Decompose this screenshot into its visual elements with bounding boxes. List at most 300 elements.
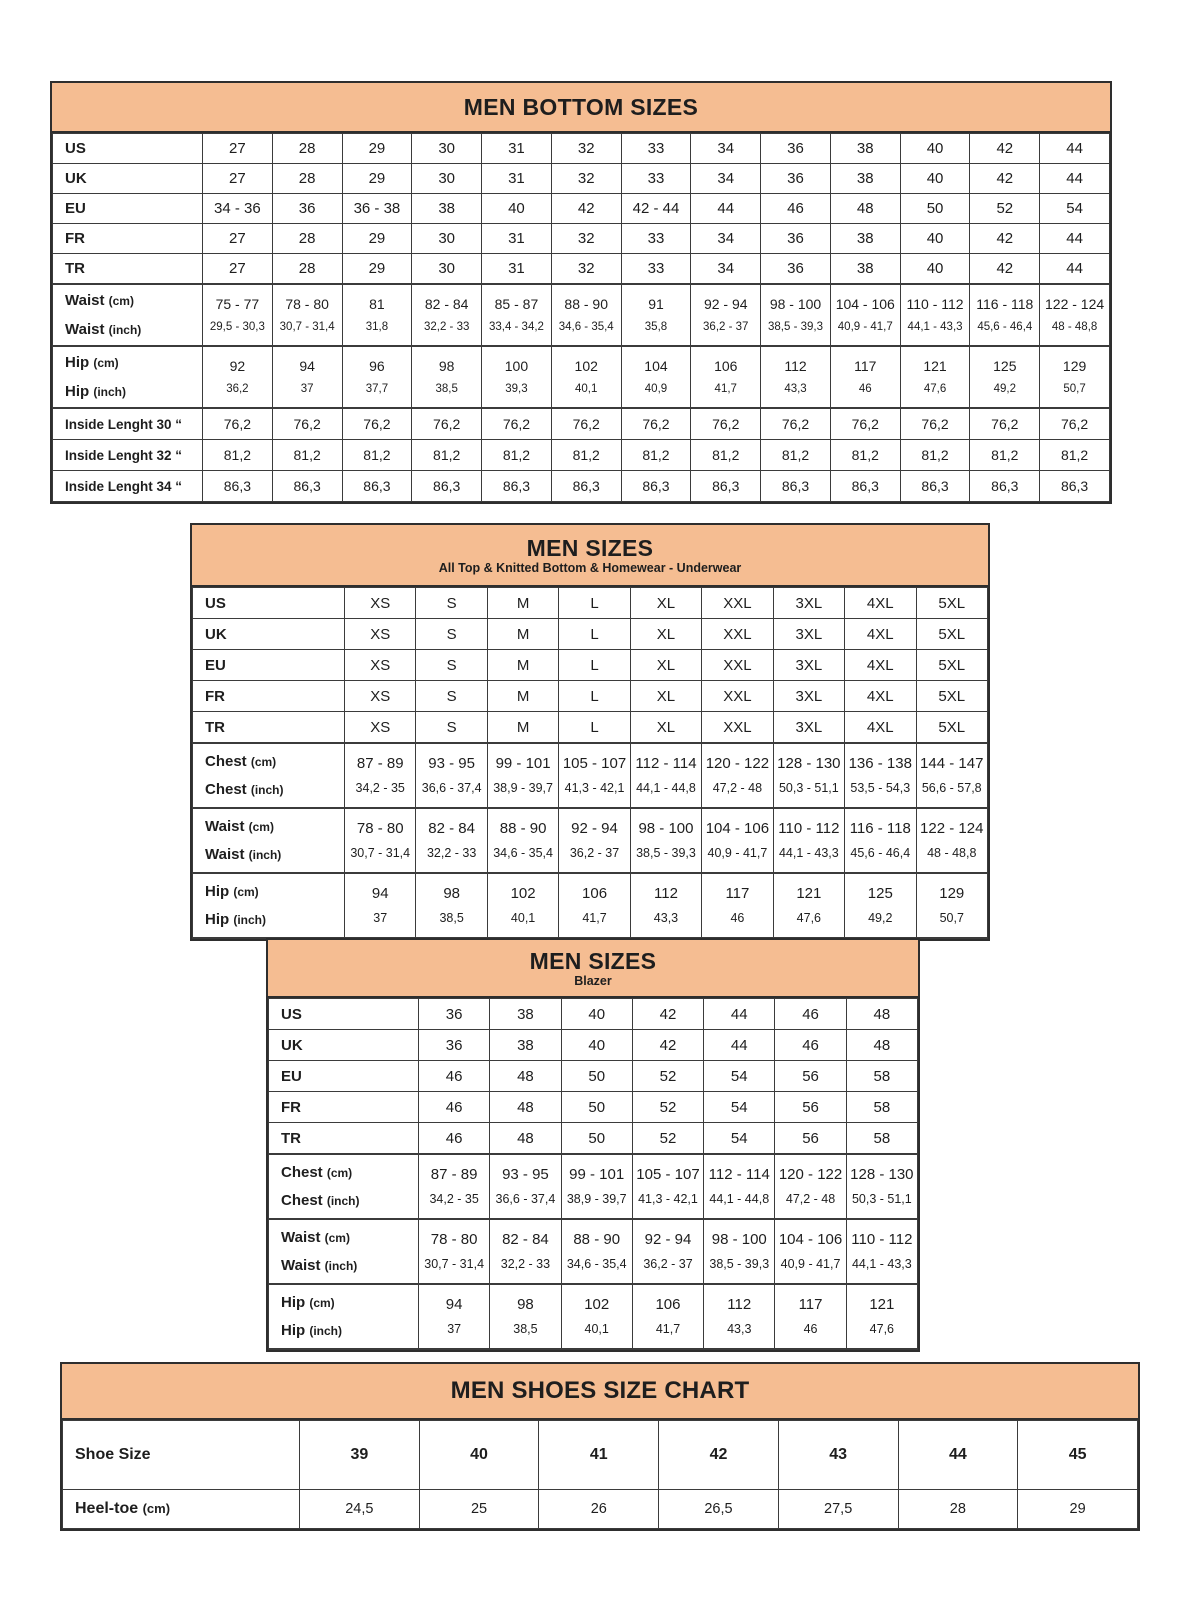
value-cell: 36 [419,999,490,1030]
value-cell: 42 - 44 [621,194,691,224]
row-label-cell [53,440,203,471]
value-cell: 48 [846,999,917,1030]
value-cell: S [416,681,487,712]
row-label: US [65,140,86,157]
row-label: Hip (inch) [65,382,127,400]
table-title: MEN SIZES [529,947,657,974]
value-cell: 86,3 [342,471,412,502]
row-label: UK [205,625,227,643]
value-cell: 86,3 [1040,471,1110,502]
value-cell: 136 - 138 53,5 - 54,3 [845,743,916,808]
value-cell: 40 [900,134,970,164]
value-cell: 122 - 124 48 - 48,8 [916,808,988,873]
value-cell: XXL [702,619,773,650]
value-cell: 58 [846,1061,917,1092]
value-cell: 28 [272,254,342,285]
row-label: Hip (cm) [205,883,259,900]
value-cell: 86,3 [761,471,831,502]
value-cell: 117 46 [775,1284,846,1349]
row-label: TR [281,1129,301,1147]
table-header [268,940,918,998]
value-cell: 54 [704,1061,775,1092]
value-cell: 76,2 [412,408,482,440]
value-cell: 41 [539,1421,659,1490]
value-cell: 45 [1018,1421,1138,1490]
value-cell: 31 [482,224,552,254]
value-cell: 116 - 118 45,6 - 46,4 [845,808,916,873]
row-label: Heel-toe (cm) [75,1500,171,1517]
value-cell: 92 - 94 36,2 - 37 [559,808,630,873]
value-cell: 29 [342,224,412,254]
table-row [63,1421,1138,1490]
table-row [193,650,988,681]
value-cell: 104 40,9 [621,346,691,408]
value-cell: 43 [778,1421,898,1490]
value-cell: 129 50,7 [1040,346,1110,408]
value-cell: 40 [900,254,970,285]
value-cell: 30 [412,164,482,194]
value-cell: 112 43,3 [704,1284,775,1349]
value-cell: 81,2 [900,440,970,471]
value-cell: XS [345,619,416,650]
value-cell: 40 [561,999,632,1030]
table-row [63,1490,1138,1529]
value-cell: 76,2 [1040,408,1110,440]
value-cell: 32 [551,224,621,254]
value-cell: 82 - 84 32,2 - 33 [490,1219,561,1284]
men-sizes-blazer-table [266,938,920,1352]
row-label-cell [53,346,203,408]
value-cell: 82 - 84 32,2 - 33 [412,284,482,346]
value-cell: 88 - 90 34,6 - 35,4 [487,808,558,873]
value-cell: 36 [761,134,831,164]
value-cell: 106 41,7 [691,346,761,408]
value-cell: 56 [775,1123,846,1155]
row-label: Chest (cm) [281,1164,353,1181]
value-cell: 116 - 118 45,6 - 46,4 [970,284,1040,346]
value-cell: 32 [551,134,621,164]
value-cell: 34 [691,224,761,254]
table-row [193,588,988,619]
value-cell: 4XL [845,588,916,619]
row-label-cell [53,194,203,224]
men-shoes-size-chart-table [60,1362,1140,1531]
value-cell: 92 - 94 36,2 - 37 [691,284,761,346]
row-label-cell [193,681,345,712]
value-cell: 4XL [845,650,916,681]
value-cell: 3XL [773,650,844,681]
value-cell: 40 [561,1030,632,1061]
row-label-cell [269,999,419,1030]
row-label-cell [63,1490,300,1529]
value-cell: 102 40,1 [551,346,621,408]
row-label: Waist (cm) [281,1229,350,1246]
table-row [53,164,1110,194]
table-header [192,525,988,587]
value-cell: 42 [970,134,1040,164]
table-row [269,1061,918,1092]
value-cell: 42 [632,1030,703,1061]
row-label-cell [53,164,203,194]
value-cell: 87 - 89 34,2 - 35 [345,743,416,808]
value-cell: 75 - 77 29,5 - 30,3 [203,284,273,346]
value-cell: L [559,619,630,650]
value-cell: 46 [419,1092,490,1123]
value-cell: 121 47,6 [773,873,844,938]
value-cell: 91 35,8 [621,284,691,346]
value-cell: 104 - 106 40,9 - 41,7 [830,284,900,346]
table-subtitle: All Top & Knitted Bottom & Homewear - Underwear [438,560,742,575]
value-cell: 30 [412,224,482,254]
size-grid [62,1420,1138,1529]
value-cell: 5XL [916,619,988,650]
row-label: Inside Lenght 30 “ [65,417,183,432]
value-cell: 98 38,5 [490,1284,561,1349]
row-label: TR [205,718,225,736]
value-cell: 38 [490,1030,561,1061]
value-cell: 122 - 124 48 - 48,8 [1040,284,1110,346]
row-label-cell [193,873,345,938]
table-title: MEN BOTTOM SIZES [463,93,699,120]
table-title: MEN SIZES [526,534,654,561]
value-cell: 46 [419,1061,490,1092]
value-cell: 96 37,7 [342,346,412,408]
value-cell: XXL [702,712,773,744]
table-row [193,619,988,650]
value-cell: 98 38,5 [416,873,487,938]
value-cell: 76,2 [203,408,273,440]
men-bottom-sizes-table [50,81,1112,504]
value-cell: 81,2 [830,440,900,471]
value-cell: M [487,712,558,744]
value-cell: 50 [561,1061,632,1092]
value-cell: 36 - 38 [342,194,412,224]
table-row [53,471,1110,502]
value-cell: 81,2 [551,440,621,471]
value-cell: 32 [551,164,621,194]
row-label: Hip (inch) [205,911,267,928]
table-row [269,1284,918,1349]
value-cell: 86,3 [621,471,691,502]
table-row [53,134,1110,164]
value-cell: 3XL [773,712,844,744]
row-label: EU [65,200,86,217]
value-cell: 58 [846,1123,917,1155]
value-cell: 38 [830,254,900,285]
row-label-cell [269,1030,419,1061]
value-cell: 85 - 87 33,4 - 34,2 [482,284,552,346]
value-cell: 40 [900,164,970,194]
value-cell: 98 38,5 [412,346,482,408]
value-cell: 28 [272,164,342,194]
value-cell: 26,5 [659,1490,779,1529]
table-row [269,1123,918,1155]
value-cell: 102 40,1 [487,873,558,938]
value-cell: 76,2 [900,408,970,440]
value-cell: 81,2 [691,440,761,471]
value-cell: 30 [412,254,482,285]
value-cell: 38 [830,134,900,164]
value-cell: 88 - 90 34,6 - 35,4 [551,284,621,346]
value-cell: 76,2 [761,408,831,440]
value-cell: 104 - 106 40,9 - 41,7 [702,808,773,873]
value-cell: 29 [342,254,412,285]
table-header [52,83,1110,133]
table-row [269,1154,918,1219]
value-cell: XL [630,712,701,744]
value-cell: 94 37 [272,346,342,408]
value-cell: 144 - 147 56,6 - 57,8 [916,743,988,808]
value-cell: L [559,650,630,681]
value-cell: 38 [830,224,900,254]
value-cell: L [559,588,630,619]
value-cell: 105 - 107 41,3 - 42,1 [632,1154,703,1219]
value-cell: 33 [621,164,691,194]
table-row [193,681,988,712]
value-cell: 82 - 84 32,2 - 33 [416,808,487,873]
row-label: Hip (cm) [281,1294,335,1311]
value-cell: S [416,619,487,650]
row-label: Hip (inch) [281,1322,343,1339]
value-cell: 58 [846,1092,917,1123]
row-label-cell [193,650,345,681]
table-header [62,1364,1138,1420]
value-cell: L [559,712,630,744]
value-cell: 3XL [773,619,844,650]
row-label: Inside Lenght 34 “ [65,479,183,494]
value-cell: 48 [490,1123,561,1155]
value-cell: 27 [203,134,273,164]
value-cell: 5XL [916,681,988,712]
value-cell: 40 [482,194,552,224]
size-grid [268,998,918,1350]
value-cell: 42 [970,224,1040,254]
value-cell: 121 47,6 [900,346,970,408]
value-cell: 36 [761,164,831,194]
table-row [53,346,1110,408]
value-cell: 104 - 106 40,9 - 41,7 [775,1219,846,1284]
value-cell: 52 [632,1061,703,1092]
value-cell: 110 - 112 44,1 - 43,3 [773,808,844,873]
table-row [193,712,988,744]
row-label-cell [269,1154,419,1219]
value-cell: 106 41,7 [632,1284,703,1349]
value-cell: 44 [704,999,775,1030]
row-label: Inside Lenght 32 “ [65,448,183,463]
value-cell: 3XL [773,588,844,619]
value-cell: 99 - 101 38,9 - 39,7 [487,743,558,808]
size-grid [192,587,988,939]
row-label-cell [53,471,203,502]
row-label: Shoe Size [75,1446,151,1463]
value-cell: 40 [419,1421,539,1490]
value-cell: 38 [830,164,900,194]
row-label: Chest (cm) [205,753,277,770]
value-cell: 86,3 [830,471,900,502]
value-cell: 48 [490,1061,561,1092]
value-cell: 86,3 [203,471,273,502]
value-cell: 27 [203,164,273,194]
value-cell: 125 49,2 [970,346,1040,408]
value-cell: 36 [272,194,342,224]
value-cell: 36 [761,224,831,254]
value-cell: 99 - 101 38,9 - 39,7 [561,1154,632,1219]
value-cell: 4XL [845,681,916,712]
row-label: Waist (inch) [281,1257,358,1274]
value-cell: M [487,588,558,619]
table-row [53,254,1110,285]
value-cell: 121 47,6 [846,1284,917,1349]
value-cell: M [487,650,558,681]
value-cell: 112 - 114 44,1 - 44,8 [704,1154,775,1219]
value-cell: XS [345,588,416,619]
value-cell: 98 - 100 38,5 - 39,3 [630,808,701,873]
value-cell: 112 - 114 44,1 - 44,8 [630,743,701,808]
value-cell: 81,2 [272,440,342,471]
value-cell: 48 [490,1092,561,1123]
table-row [53,440,1110,471]
row-label: UK [65,170,87,187]
row-label: EU [205,656,226,674]
row-label: Waist (cm) [65,291,134,309]
value-cell: 86,3 [272,471,342,502]
value-cell: 26 [539,1490,659,1529]
table-row [53,194,1110,224]
value-cell: 128 - 130 50,3 - 51,1 [773,743,844,808]
value-cell: 52 [970,194,1040,224]
value-cell: 27,5 [778,1490,898,1529]
value-cell: 44 [1040,164,1110,194]
value-cell: 44 [704,1030,775,1061]
value-cell: 81,2 [412,440,482,471]
value-cell: 33 [621,134,691,164]
value-cell: 31 [482,254,552,285]
value-cell: 86,3 [900,471,970,502]
value-cell: 76,2 [691,408,761,440]
row-label-cell [269,1061,419,1092]
value-cell: 54 [704,1092,775,1123]
row-label: EU [281,1067,302,1085]
value-cell: 42 [970,164,1040,194]
value-cell: 39 [300,1421,420,1490]
value-cell: 110 - 112 44,1 - 43,3 [846,1219,917,1284]
row-label-cell [53,408,203,440]
value-cell: 117 46 [830,346,900,408]
value-cell: 86,3 [691,471,761,502]
value-cell: 92 - 94 36,2 - 37 [632,1219,703,1284]
value-cell: 28 [272,134,342,164]
value-cell: 78 - 80 30,7 - 31,4 [419,1219,490,1284]
row-label: Waist (inch) [65,320,142,338]
value-cell: 120 - 122 47,2 - 48 [775,1154,846,1219]
table-row [193,743,988,808]
row-label-cell [193,712,345,744]
row-label-cell [53,254,203,285]
value-cell: 42 [659,1421,779,1490]
row-label-cell [193,588,345,619]
value-cell: 76,2 [272,408,342,440]
value-cell: 52 [632,1123,703,1155]
value-cell: 42 [551,194,621,224]
value-cell: 105 - 107 41,3 - 42,1 [559,743,630,808]
value-cell: 129 50,7 [916,873,988,938]
table-row [53,408,1110,440]
value-cell: S [416,650,487,681]
row-label-cell [269,1284,419,1349]
value-cell: 76,2 [482,408,552,440]
row-label: FR [281,1098,301,1116]
row-label: UK [281,1036,303,1054]
value-cell: 34 [691,254,761,285]
value-cell: 81,2 [621,440,691,471]
value-cell: 36 [761,254,831,285]
value-cell: 54 [1040,194,1110,224]
value-cell: 86,3 [551,471,621,502]
value-cell: 27 [203,224,273,254]
row-label-cell [269,1219,419,1284]
value-cell: 42 [970,254,1040,285]
value-cell: 27 [203,254,273,285]
size-grid [52,133,1110,502]
value-cell: 100 39,3 [482,346,552,408]
value-cell: 94 37 [345,873,416,938]
value-cell: 125 49,2 [845,873,916,938]
value-cell: 28 [898,1490,1018,1529]
value-cell: 44 [691,194,761,224]
value-cell: 5XL [916,712,988,744]
value-cell: 34 [691,164,761,194]
value-cell: 76,2 [342,408,412,440]
value-cell: 34 [691,134,761,164]
value-cell: 81,2 [342,440,412,471]
value-cell: 4XL [845,712,916,744]
table-row [193,873,988,938]
value-cell: 52 [632,1092,703,1123]
value-cell: 102 40,1 [561,1284,632,1349]
value-cell: 112 43,3 [761,346,831,408]
row-label-cell [193,743,345,808]
row-label: US [281,1005,302,1023]
value-cell: XL [630,588,701,619]
value-cell: 76,2 [621,408,691,440]
row-label: Waist (cm) [205,818,274,835]
table-row [193,808,988,873]
value-cell: 86,3 [412,471,482,502]
value-cell: 29 [342,134,412,164]
value-cell: 93 - 95 36,6 - 37,4 [490,1154,561,1219]
value-cell: XS [345,681,416,712]
row-label-cell [269,1092,419,1123]
value-cell: 42 [632,999,703,1030]
value-cell: 81,2 [761,440,831,471]
value-cell: 33 [621,254,691,285]
row-label: Hip (cm) [65,353,119,371]
value-cell: M [487,619,558,650]
value-cell: 44 [898,1421,1018,1490]
value-cell: 44 [1040,254,1110,285]
value-cell: 5XL [916,650,988,681]
value-cell: XS [345,712,416,744]
value-cell: 56 [775,1061,846,1092]
value-cell: 28 [272,224,342,254]
row-label: US [205,594,226,612]
value-cell: L [559,681,630,712]
value-cell: XL [630,650,701,681]
value-cell: 87 - 89 34,2 - 35 [419,1154,490,1219]
value-cell: 112 43,3 [630,873,701,938]
value-cell: 50 [561,1092,632,1123]
value-cell: 86,3 [970,471,1040,502]
